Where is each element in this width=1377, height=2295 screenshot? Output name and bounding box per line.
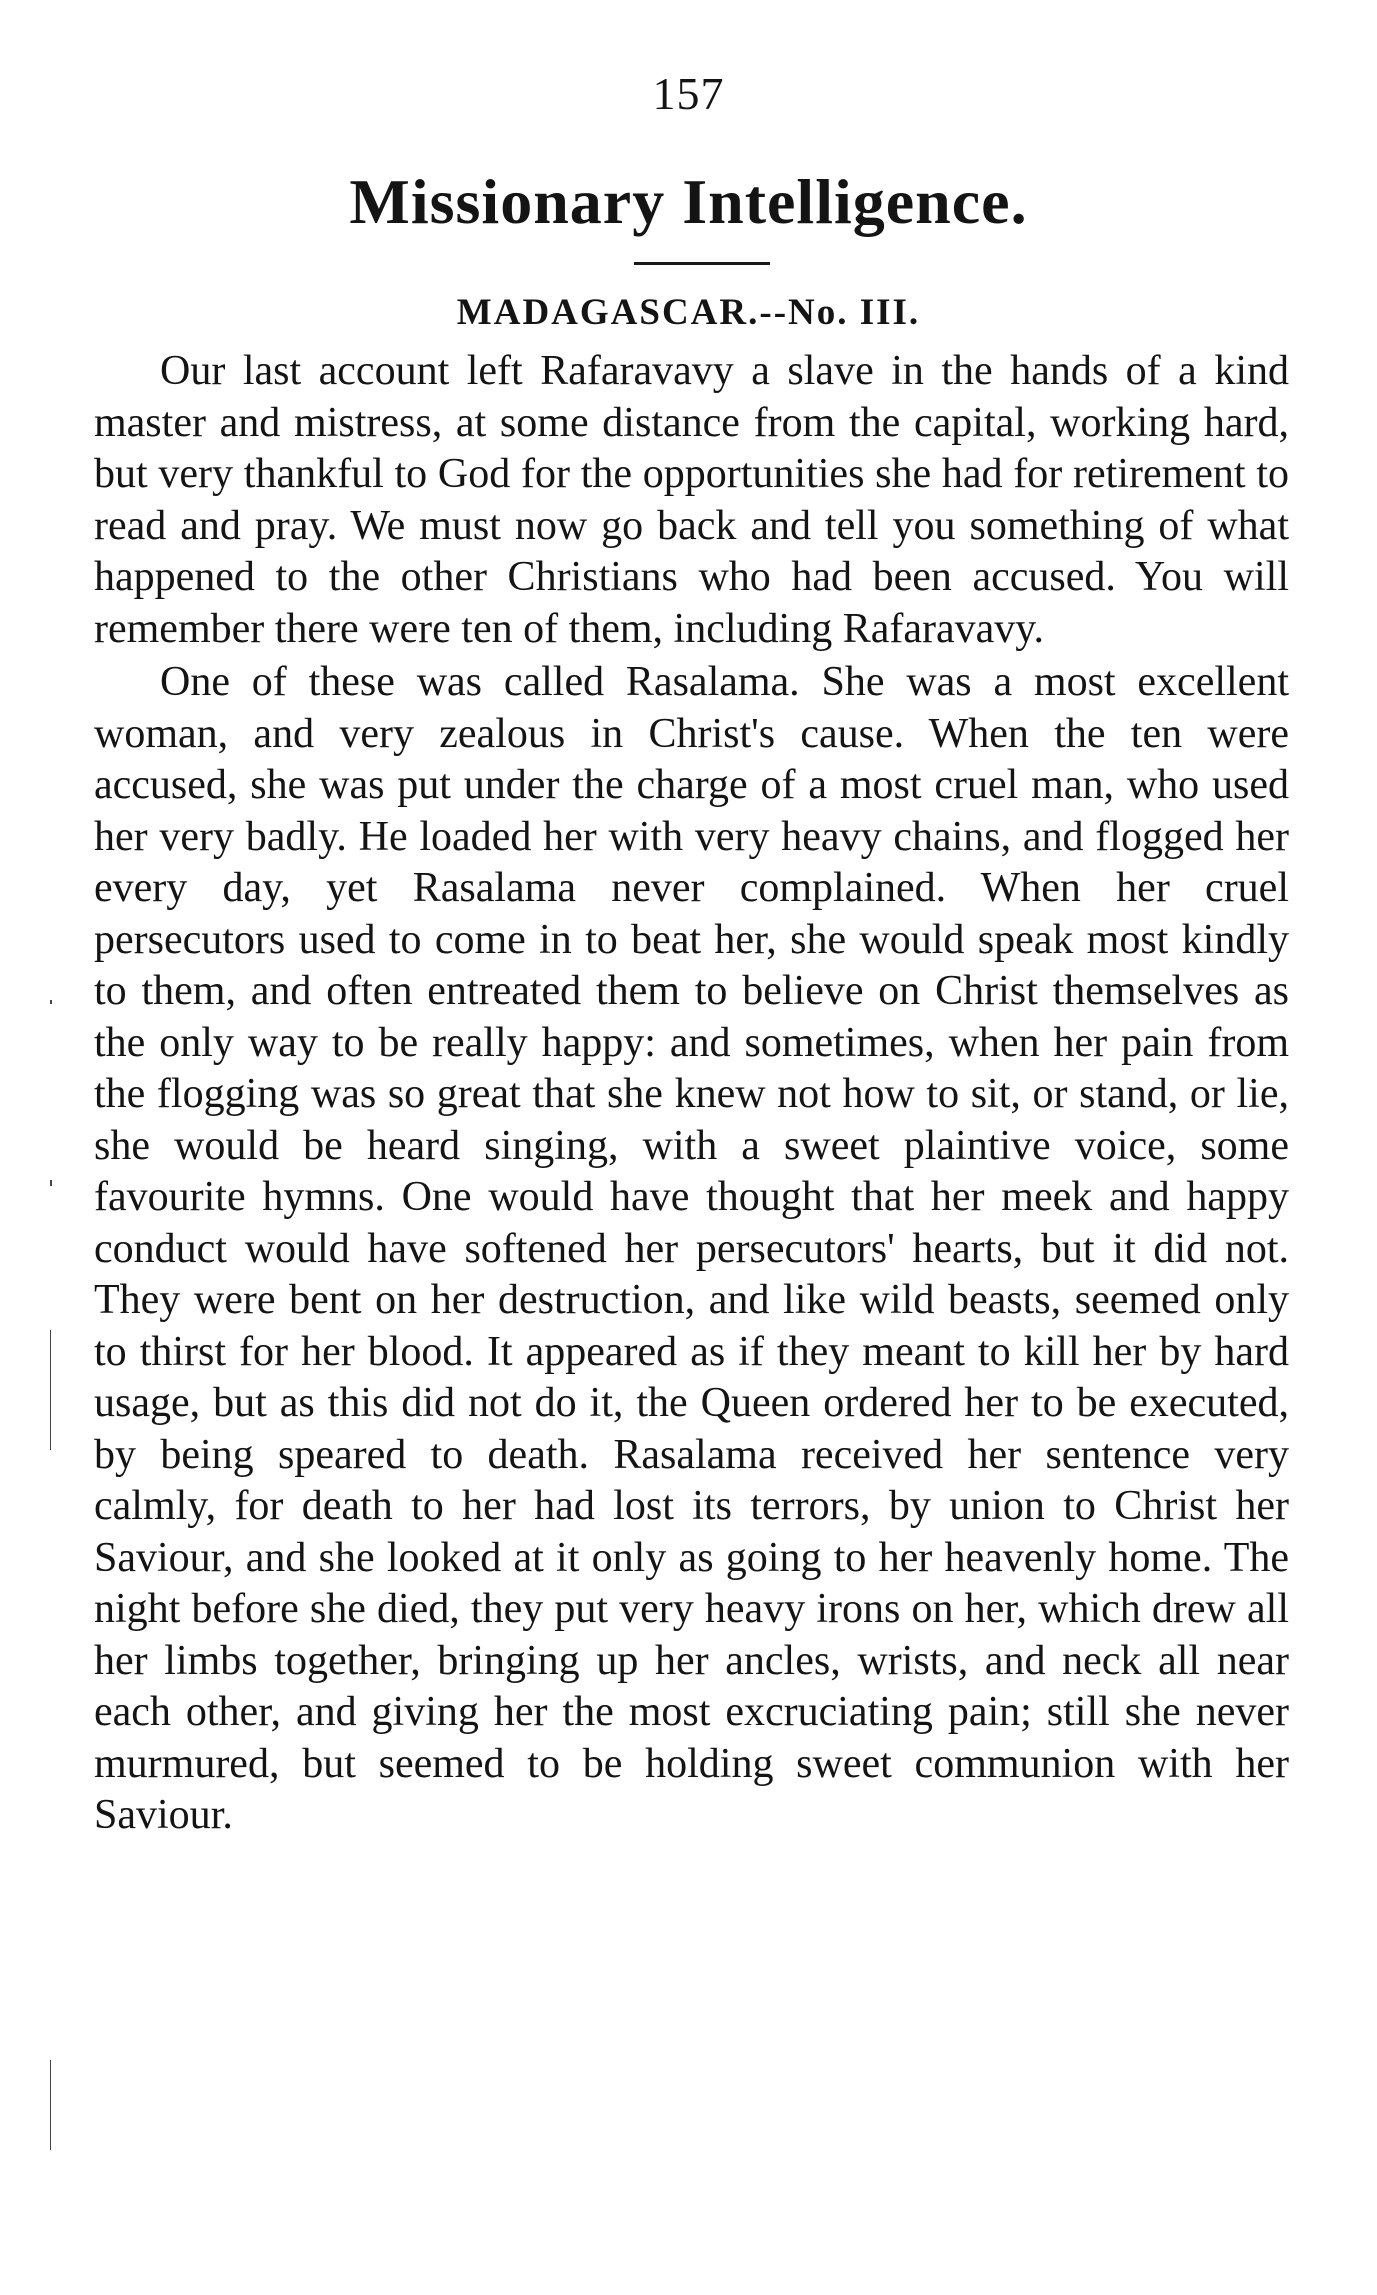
page-number: 157	[652, 68, 725, 119]
paragraph-2: One of these was called Rasalama. She was a most excellent woman, and very zealous in Christ's cause. When the ten were accused, she was put under the charge of a most cruel man, who used her very badly. He loaded her with very heavy chains, and flogged her every day, yet Rasalama never complained. When her cruel persecutors used to come in to beat her, she would speak most kindly to them, and often entreated them to believe on Christ themselves as the only way to be really happy: and sometimes, when her pain from the flogging was so great that she knew not how to sit, or stand, or lie, she would be heard singing, with a sweet plaintive voice, some favourite hymns. One would have thought that her meek and happy conduct would have softened her persecutors' hearts, but it did not. They were bent on her destruction, and like wild beasts, seemed only to thirst for her blood. It appeared as if they meant to kill her by hard usage, but as this did not do it, the Queen ordered her to be executed, by being speared to death. Rasalama received her sentence very calmly, for death to her had lost its terrors, by union to Christ her Saviour, and she looked at it only as going to her heavenly home. The night before she died, they put very heavy irons on her, which drew all her limbs together, bringing up her ancles, wrists, and neck all near each other, and giving her the most excruciating pain; still she never murmured, but seemed to be holding sweet communion with her Saviour.	[94, 659, 1289, 1838]
title-divider	[634, 262, 770, 265]
article-body	[94, 346, 1289, 1842]
margin-mark	[50, 1180, 52, 1186]
section-title: Missionary Intelligence.	[349, 166, 1028, 237]
margin-mark	[50, 1000, 52, 1004]
margin-mark	[50, 1330, 51, 1450]
paragraph-1: Our last account left Rafaravavy a slave in the hands of a kind master and mistress, at some distance from the capital, working hard, but very thankful to God for the opportunities she had for retirement to read and pray. We must now go back and tell you something of what happened to the other Christians who had been accused. You will remember there were ten of them, including Rafaravavy.	[94, 348, 1289, 652]
article-heading: MADAGASCAR.--No. III.	[456, 292, 921, 333]
margin-mark	[50, 2060, 51, 2150]
